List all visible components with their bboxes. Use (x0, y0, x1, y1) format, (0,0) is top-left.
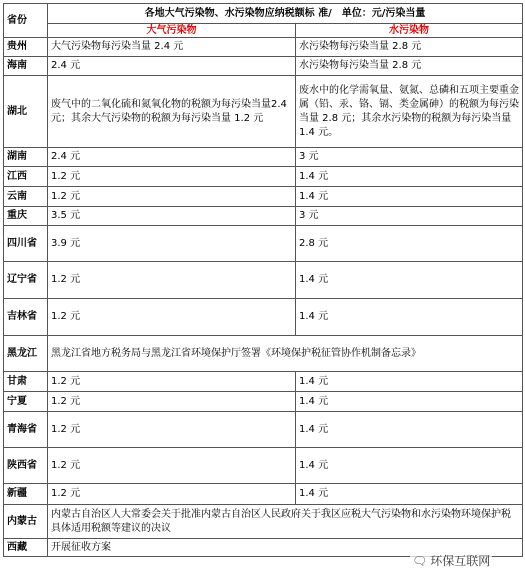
air-rate-cell: 1.2 元 (48, 262, 296, 299)
air-rate-cell: 大气污染物每污染当量 2.4 元 (48, 38, 296, 57)
table-row (4, 392, 523, 412)
province-cell: 湖北 (4, 76, 48, 148)
merged-note-cell: 内蒙古自治区人大常委会关于批准内蒙古自治区人民政府关于我区应税大气污染物和水污染物环境保护税具体适用税额等建议的决议 (48, 505, 523, 539)
air-rate-cell: 2.4 元 (48, 57, 296, 76)
water-rate-cell: 2.8 元 (296, 226, 523, 262)
table-row (4, 148, 523, 167)
wechat-bubble-icon: 🗨 (412, 554, 428, 568)
table-row (4, 226, 523, 262)
table-row (4, 187, 523, 207)
merged-note-cell: 黑龙江省地方税务局与黑龙江省环境保护厅签署《环境保护税征管协作机制备忘录》 (48, 336, 523, 372)
environmental-tax-table (3, 3, 523, 557)
air-rate-cell: 1.2 元 (48, 392, 296, 412)
air-rate-cell: 1.2 元 (48, 187, 296, 207)
air-rate-cell: 1.2 元 (48, 372, 296, 392)
province-cell: 海南 (4, 57, 48, 76)
province-cell: 贵州 (4, 38, 48, 57)
watermark (410, 552, 492, 569)
table-row (4, 57, 523, 76)
water-rate-cell: 1.4 元 (296, 372, 523, 392)
province-cell: 新疆 (4, 484, 48, 505)
air-rate-cell: 1.2 元 (48, 167, 296, 187)
province-cell: 吉林省 (4, 299, 48, 336)
watermark-text: 环保互联网 (430, 554, 491, 568)
water-rate-cell: 1.4 元 (296, 299, 523, 336)
table-title: 各地大气污染物、水污染物应纳税额标 准/ 单位：元/污染当量 (48, 4, 523, 24)
table-row (4, 448, 523, 484)
water-pollutant-header: 水污染物 (296, 24, 523, 38)
air-rate-cell: 1.2 元 (48, 412, 296, 448)
province-cell: 西藏 (4, 539, 48, 557)
water-rate-cell: 水污染物每污染当量 2.8 元 (296, 57, 523, 76)
air-rate-cell: 1.2 元 (48, 299, 296, 336)
air-rate-cell: 3.9 元 (48, 226, 296, 262)
table-row (4, 484, 523, 505)
table-row (4, 207, 523, 226)
water-rate-cell: 3 元 (296, 207, 523, 226)
air-rate-cell: 2.4 元 (48, 148, 296, 167)
water-rate-cell: 废水中的化学需氧量、氨氮、总磷和五项主要重金属（铅、汞、铬、镉、类金属砷）的税额为每污染当量 2.8 元；其余水污染物的税额为每污染当量 1.4 元。 (296, 76, 523, 148)
table-row (4, 262, 523, 299)
table-row (4, 76, 523, 148)
merged-note-cell: 开展征收方案 (48, 539, 523, 557)
province-cell: 陕西省 (4, 448, 48, 484)
water-rate-cell: 1.4 元 (296, 262, 523, 299)
air-rate-cell: 1.2 元 (48, 448, 296, 484)
air-rate-cell: 废气中的二氧化硫和氮氧化物的税额为每污染当量2.4元；其余大气污染物的税额为每污染当量 1.2 元 (48, 76, 296, 148)
table-row (4, 167, 523, 187)
table-row (4, 372, 523, 392)
province-cell: 四川省 (4, 226, 48, 262)
province-cell: 江西 (4, 167, 48, 187)
province-cell: 宁夏 (4, 392, 48, 412)
province-cell: 甘肃 (4, 372, 48, 392)
table-subheader-row (4, 24, 523, 38)
table-row (4, 412, 523, 448)
province-cell: 湖南 (4, 148, 48, 167)
water-rate-cell: 3 元 (296, 148, 523, 167)
table-row (4, 336, 523, 372)
air-rate-cell: 1.2 元 (48, 484, 296, 505)
water-rate-cell: 1.4 元 (296, 392, 523, 412)
province-cell: 辽宁省 (4, 262, 48, 299)
table-header-row (4, 4, 523, 24)
table-row (4, 38, 523, 57)
province-cell: 重庆 (4, 207, 48, 226)
province-cell: 青海省 (4, 412, 48, 448)
table-row (4, 505, 523, 539)
water-rate-cell: 水污染物每污染当量 2.8 元 (296, 38, 523, 57)
province-cell: 云南 (4, 187, 48, 207)
air-pollutant-header: 大气污染物 (48, 24, 296, 38)
water-rate-cell: 1.4 元 (296, 187, 523, 207)
province-header: 省份 (4, 4, 48, 38)
table-row (4, 299, 523, 336)
province-cell: 内蒙古 (4, 505, 48, 539)
water-rate-cell: 1.4 元 (296, 484, 523, 505)
water-rate-cell: 1.4 元 (296, 167, 523, 187)
air-rate-cell: 3.5 元 (48, 207, 296, 226)
water-rate-cell: 1.4 元 (296, 448, 523, 484)
water-rate-cell: 1.4 元 (296, 412, 523, 448)
province-cell: 黑龙江 (4, 336, 48, 372)
